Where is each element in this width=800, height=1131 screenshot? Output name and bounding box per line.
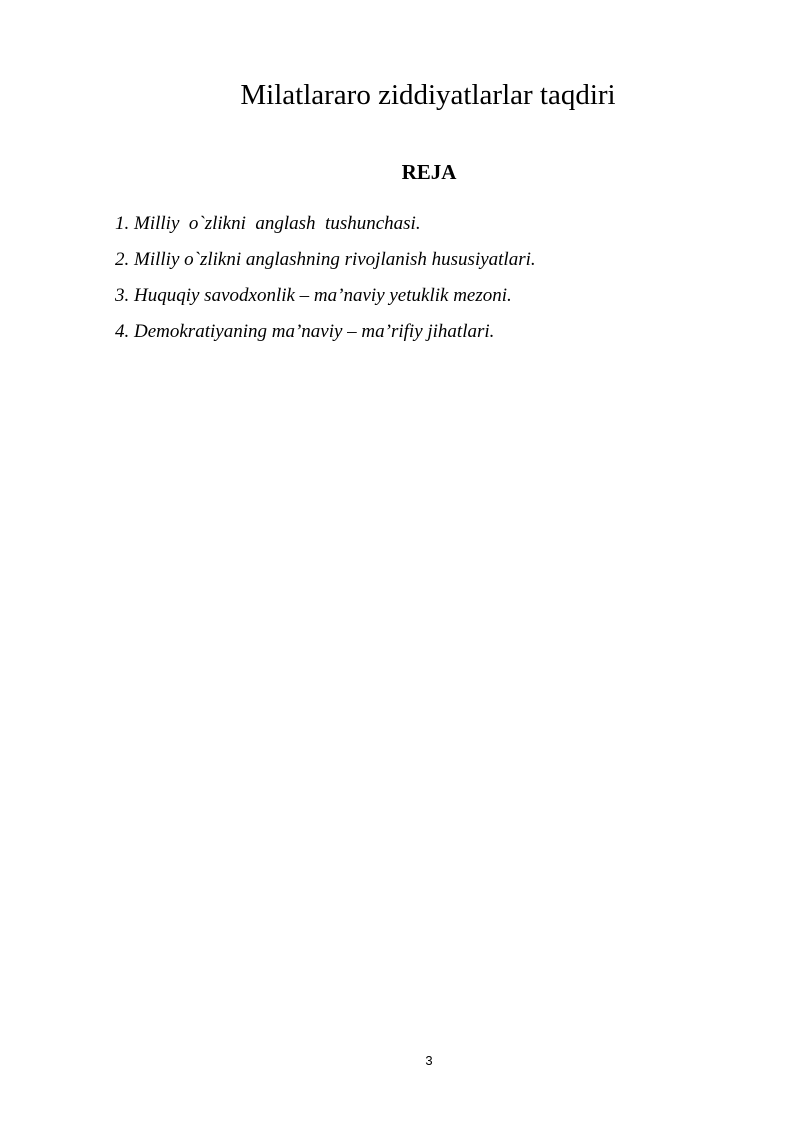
plan-heading: REJA <box>401 160 457 184</box>
plan-item <box>115 278 755 314</box>
plan-item-text: Huquqiy savodxonlik – ma’naviy yetuklik mezoni. <box>134 285 512 306</box>
plan-item-text: Demokratiyaning ma’naviy – ma’rifiy jihatlari. <box>134 321 495 342</box>
page-number: 3 <box>425 1053 433 1068</box>
plan-item-number: 2. <box>115 249 130 270</box>
plan-item-number: 1. <box>115 213 130 234</box>
plan-item-number: 3. <box>115 285 130 306</box>
plan-item <box>115 242 755 278</box>
plan-item-number: 4. <box>115 321 130 342</box>
plan-list <box>115 206 755 350</box>
plan-item-text: Milliy o`zlikni anglash tushunchasi. <box>134 213 421 234</box>
plan-item <box>115 206 755 242</box>
document-title: Milatlararo ziddiyatlarlar taqdiri <box>240 79 616 111</box>
plan-item <box>115 314 755 350</box>
plan-item-text: Milliy o`zlikni anglashning rivojlanish hususiyatlari. <box>134 249 536 270</box>
